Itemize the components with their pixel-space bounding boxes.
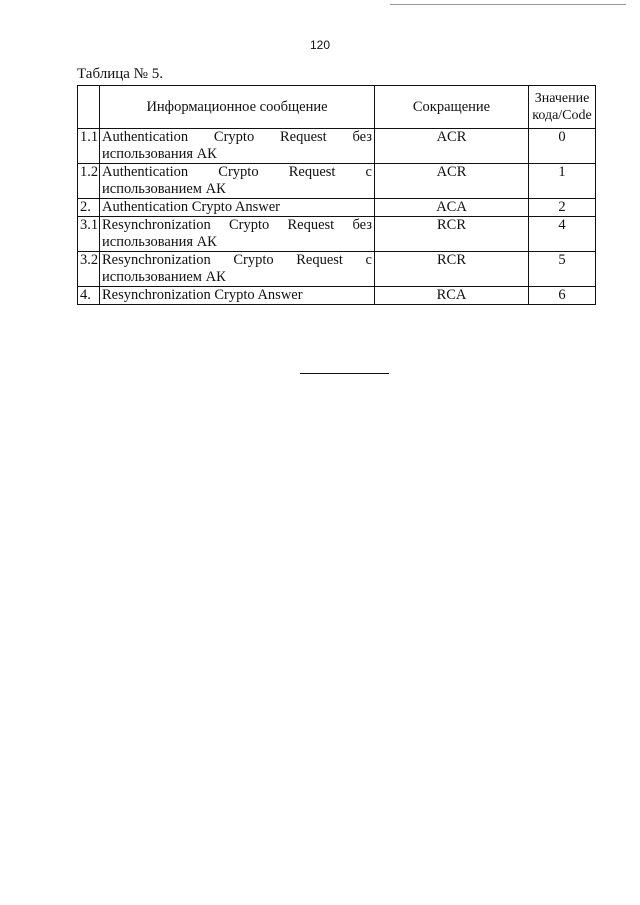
- row-code: 6: [529, 287, 596, 305]
- row-abbreviation: ACR: [375, 129, 529, 164]
- page-number: 120: [309, 38, 331, 52]
- row-message: Authentication Crypto Request без использования АК: [100, 129, 375, 164]
- row-code: 2: [529, 199, 596, 217]
- message-table: [77, 85, 596, 305]
- row-code: 4: [529, 217, 596, 252]
- header-code: Значение кода/Code: [529, 86, 596, 129]
- row-number: 3.1: [78, 217, 100, 252]
- row-number: 1.2: [78, 164, 100, 199]
- table-row: [78, 252, 596, 287]
- row-message: Resynchronization Crypto Request без использования АК: [100, 217, 375, 252]
- row-abbreviation: RCR: [375, 252, 529, 287]
- header-abbreviation: Сокращение: [375, 86, 529, 129]
- end-separator-line: [300, 373, 389, 374]
- row-number: 3.2: [78, 252, 100, 287]
- row-number: 4.: [78, 287, 100, 305]
- row-code: 0: [529, 129, 596, 164]
- row-message: Authentication Crypto Answer: [100, 199, 375, 217]
- table-row: [78, 129, 596, 164]
- table-row: [78, 217, 596, 252]
- top-rule: [390, 4, 626, 5]
- table-row: [78, 287, 596, 305]
- row-abbreviation: ACA: [375, 199, 529, 217]
- row-message: Resynchronization Crypto Request с использованием АК: [100, 252, 375, 287]
- row-code: 5: [529, 252, 596, 287]
- row-number: 2.: [78, 199, 100, 217]
- table-caption: Таблица № 5.: [77, 66, 163, 82]
- header-num: [78, 86, 100, 129]
- table-row: [78, 164, 596, 199]
- row-abbreviation: RCA: [375, 287, 529, 305]
- row-abbreviation: RCR: [375, 217, 529, 252]
- table-row: [78, 199, 596, 217]
- row-number: 1.1: [78, 129, 100, 164]
- row-code: 1: [529, 164, 596, 199]
- row-message: Authentication Crypto Request с использованием АК: [100, 164, 375, 199]
- row-message: Resynchronization Crypto Answer: [100, 287, 375, 305]
- row-abbreviation: ACR: [375, 164, 529, 199]
- table-header-row: [78, 86, 596, 129]
- header-message: Информационное сообщение: [100, 86, 375, 129]
